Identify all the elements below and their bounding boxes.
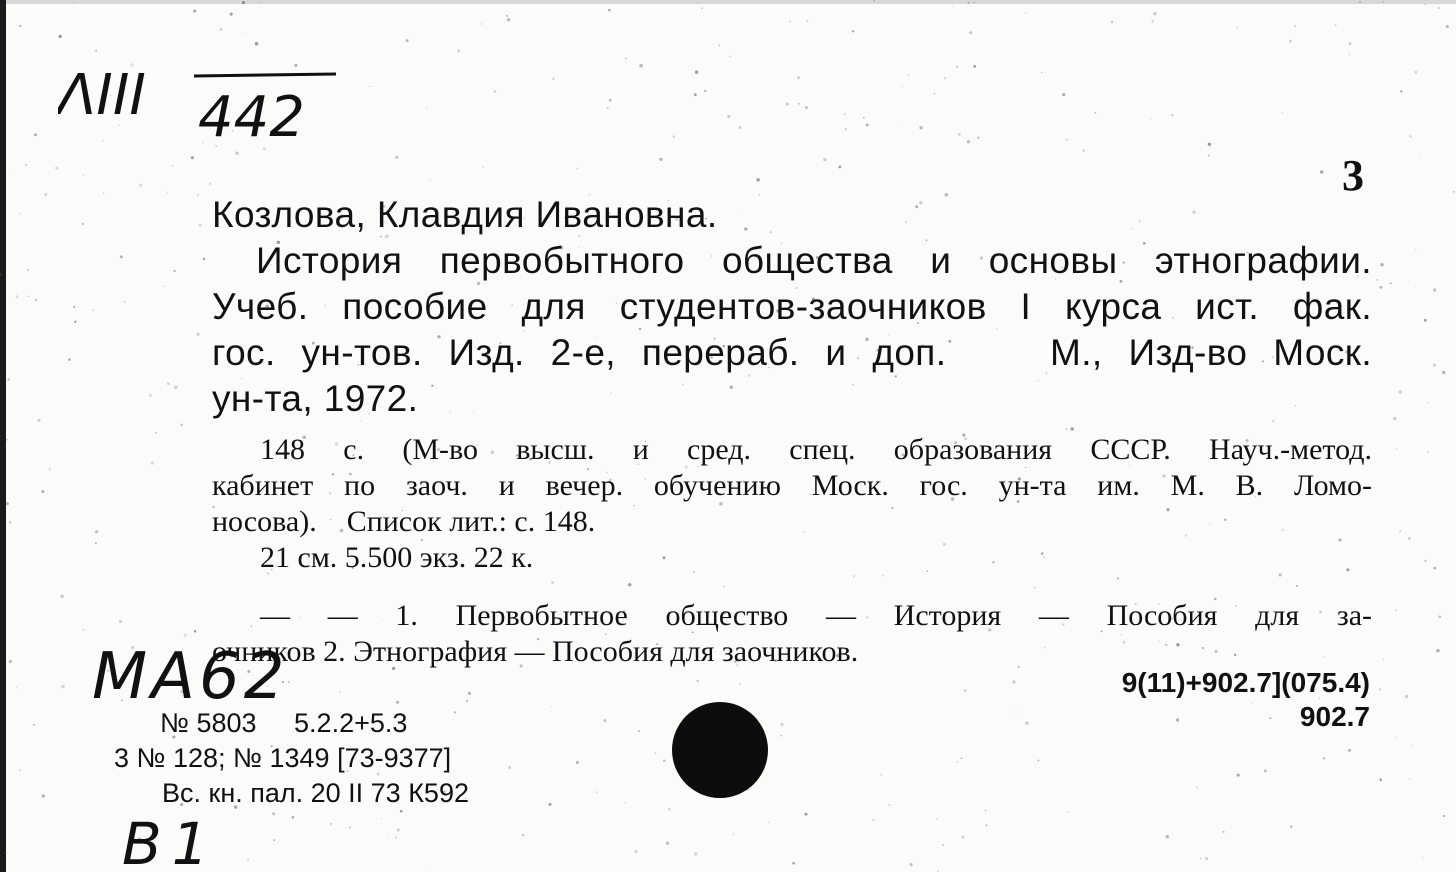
speckle-dot <box>608 9 611 12</box>
speckle-dot <box>881 774 883 776</box>
speckle-dot <box>1153 12 1156 15</box>
speckle-dot <box>1379 688 1382 691</box>
speckle-dot <box>957 761 959 763</box>
speckle-dot <box>1062 93 1065 96</box>
speckle-dot <box>167 191 168 192</box>
handwritten-shelfmark <box>92 636 352 712</box>
speckle-dot <box>1390 282 1392 284</box>
speckle-dot <box>551 706 552 707</box>
speckle-dot <box>961 758 963 760</box>
speckle-dot <box>74 321 76 323</box>
speckle-dot <box>863 117 865 119</box>
speckle-dot <box>1348 749 1351 752</box>
speckle-dot <box>873 0 874 1</box>
speckle-dot <box>1414 71 1417 74</box>
bibliographic-entry <box>212 192 1372 670</box>
speckle-dot <box>1237 27 1238 28</box>
speckle-dot <box>908 74 910 76</box>
speckle-dot <box>1037 759 1039 761</box>
speckle-dot <box>1415 286 1416 287</box>
speckle-dot <box>694 852 697 855</box>
speckle-dot <box>1172 114 1174 116</box>
speckle-dot <box>956 66 958 68</box>
speckle-dot <box>780 723 783 726</box>
speckle-dot <box>103 193 104 194</box>
speckle-dot <box>27 269 30 272</box>
speckle-dot <box>1424 319 1427 322</box>
speckle-dot <box>44 193 47 196</box>
speckle-dot <box>430 179 431 180</box>
speckle-dot <box>19 25 21 27</box>
speckle-dot <box>797 76 800 79</box>
speckle-dot <box>1205 857 1208 860</box>
speckle-dot <box>973 65 976 68</box>
speckle-dot <box>272 812 275 815</box>
speckle-dot <box>292 816 295 819</box>
registry-info <box>114 706 469 811</box>
speckle-dot <box>986 825 988 827</box>
speckle-dot <box>1379 286 1382 289</box>
speckle-dot <box>55 167 58 170</box>
speckle-dot <box>639 64 643 68</box>
speckle-dot <box>381 818 382 819</box>
speckle-dot <box>1068 812 1069 813</box>
speckle-dot <box>1438 7 1440 9</box>
speckle-dot <box>739 683 740 684</box>
speckle-dot <box>1425 4 1426 5</box>
speckle-dot <box>34 133 37 136</box>
speckle-dot <box>625 58 626 59</box>
speckle-dot <box>37 419 40 422</box>
speckle-dot <box>1434 567 1437 570</box>
speckle-dot <box>1422 857 1424 859</box>
author-heading: Козлова, Клавдия Ивановна. <box>212 194 718 235</box>
speckle-dot <box>1383 659 1384 660</box>
speckle-dot <box>844 113 846 115</box>
speckle-dot <box>0 273 2 276</box>
speckle-dot <box>1111 21 1113 23</box>
speckle-dot <box>910 863 913 866</box>
physical-description-line: 148 с. (М-во высш. и сред. спец. образования СССР. Науч.-метод. <box>260 433 1372 466</box>
speckle-dot <box>1150 118 1151 119</box>
speckle-dot <box>659 158 662 161</box>
physical-description-line: кабинет по заоч. и вечер. обучению Моск. гос. ун-та им. М. В. Ломо- <box>212 469 1372 502</box>
speckle-dot <box>349 826 351 828</box>
speckle-dot <box>866 124 869 127</box>
speckle-dot <box>845 128 847 130</box>
speckle-dot <box>695 71 698 74</box>
speckle-dot <box>1066 139 1067 140</box>
speckle-dot <box>786 103 789 106</box>
speckle-dot <box>197 333 200 336</box>
speckle-dot <box>789 21 790 22</box>
speckle-dot <box>506 15 508 17</box>
speckle-dot <box>95 530 98 533</box>
speckle-dot <box>607 107 609 109</box>
speckle-dot <box>494 90 497 93</box>
speckle-dot <box>6 502 9 505</box>
speckle-dot <box>1405 695 1408 698</box>
speckle-dot <box>901 124 902 125</box>
speckle-dot <box>482 166 483 167</box>
speckle-dot <box>1395 609 1397 611</box>
speckle-dot <box>961 836 964 839</box>
speckle-dot <box>255 42 258 45</box>
speckle-dot <box>1428 402 1429 403</box>
speckle-dot <box>806 20 808 22</box>
speckle-dot <box>68 358 71 361</box>
speckle-dot <box>83 629 84 630</box>
speckle-dot <box>852 30 854 32</box>
speckle-dot <box>576 761 579 764</box>
speckle-dot <box>42 794 45 797</box>
speckle-dot <box>1433 288 1436 291</box>
speckle-dot <box>119 620 122 623</box>
speckle-dot <box>1294 25 1296 27</box>
speckle-dot <box>609 99 612 102</box>
speckle-dot <box>174 386 177 389</box>
speckle-dot <box>727 115 730 118</box>
size-price-line: 21 см. 5.500 экз. 22 к. <box>260 541 534 574</box>
speckle-dot <box>120 255 123 258</box>
speckle-dot <box>1025 721 1029 725</box>
speckle-dot <box>1409 778 1411 780</box>
speckle-dot <box>1290 826 1292 828</box>
speckle-dot <box>174 270 176 272</box>
speckle-dot <box>15 295 18 298</box>
speckle-dot <box>16 687 18 689</box>
speckle-dot <box>1196 787 1197 788</box>
speckle-dot <box>466 700 468 702</box>
speckle-dot <box>576 168 578 170</box>
handwritten-corner-mark <box>58 52 348 152</box>
speckle-dot <box>1379 778 1382 781</box>
speckle-dot <box>197 194 199 196</box>
speckle-dot <box>1442 371 1445 374</box>
handwritten-prefix: ΛIII <box>58 63 146 128</box>
speckle-dot <box>242 1 245 4</box>
speckle-dot <box>1323 757 1325 759</box>
speckle-dot <box>666 842 669 845</box>
speckle-dot <box>507 18 511 22</box>
speckle-dot <box>203 258 206 261</box>
speckle-dot <box>733 834 734 835</box>
speckle-dot <box>1335 24 1337 26</box>
speckle-dot <box>112 768 113 769</box>
speckle-dot <box>768 822 769 823</box>
speckle-dot <box>1208 155 1210 157</box>
speckle-dot <box>260 2 261 3</box>
speckle-dot <box>369 86 370 87</box>
speckle-dot <box>1438 615 1441 618</box>
speckle-dot <box>457 49 460 52</box>
speckle-dot <box>41 490 44 493</box>
title-line: История первобытного общества и основы этнографии. <box>256 240 1372 281</box>
speckle-dot <box>33 724 35 726</box>
speckle-dot <box>663 759 666 762</box>
speckle-dot <box>0 424 1 426</box>
speckle-dot <box>1409 135 1411 137</box>
speckle-dot <box>149 394 152 397</box>
speckle-dot <box>73 306 75 308</box>
speckle-dot <box>1398 390 1402 394</box>
speckle-dot <box>1015 711 1016 712</box>
speckle-dot <box>9 660 12 663</box>
speckle-dot <box>35 299 38 302</box>
speckle-dot <box>958 133 961 136</box>
speckle-dot <box>468 692 471 695</box>
handwritten-number: 442 <box>198 85 305 150</box>
speckle-dot <box>919 126 922 129</box>
speckle-dot <box>397 829 400 832</box>
handwritten-bottom-text: B1 <box>122 810 219 872</box>
speckle-dot <box>1200 858 1201 859</box>
speckle-dot <box>194 630 197 633</box>
speckle-dot <box>199 224 202 227</box>
punched-dot <box>672 702 768 798</box>
speckle-dot <box>180 424 183 427</box>
classification-line: 902.7 <box>1299 701 1370 732</box>
speckle-dot <box>1237 774 1240 777</box>
speckle-dot <box>974 2 976 4</box>
speckle-dot <box>964 689 967 692</box>
subject-line: очников 2. Этнография — Пособия для заочников. <box>212 635 859 668</box>
speckle-dot <box>193 10 196 13</box>
speckle-dot <box>25 164 27 166</box>
speckle-dot <box>60 595 64 599</box>
speckle-dot <box>985 810 986 811</box>
speckle-dot <box>230 13 233 16</box>
speckle-dot <box>19 213 20 214</box>
speckle-dot <box>209 183 211 185</box>
speckle-dot <box>396 701 399 704</box>
classification-line: 9(11)+902.7](075.4) <box>1121 667 1370 698</box>
speckle-dot <box>1433 364 1436 367</box>
speckle-dot <box>701 7 702 8</box>
speckle-dot <box>163 285 164 286</box>
classification-codes <box>1122 666 1370 734</box>
speckle-dot <box>7 378 9 380</box>
speckle-dot <box>718 45 720 47</box>
speckle-dot <box>873 820 874 821</box>
speckle-dot <box>10 168 11 169</box>
speckle-dot <box>1446 25 1449 28</box>
speckle-dot <box>969 31 972 34</box>
speckle-dot <box>654 752 656 754</box>
speckle-dot <box>552 78 554 80</box>
speckle-dot <box>1082 149 1085 152</box>
speckle-dot <box>805 813 808 816</box>
speckle-dot <box>738 126 741 129</box>
speckle-dot <box>73 2 74 3</box>
speckle-dot <box>1424 560 1426 562</box>
speckle-dot <box>220 28 222 30</box>
speckle-dot <box>1396 737 1397 738</box>
speckle-dot <box>549 803 552 806</box>
speckle-dot <box>1443 815 1445 817</box>
speckle-dot <box>704 90 706 92</box>
speckle-dot <box>481 23 482 24</box>
speckle-dot <box>1411 745 1412 746</box>
card-number: 3 <box>1342 151 1364 200</box>
speckle-dot <box>428 870 429 871</box>
speckle-dot <box>967 2 969 4</box>
speckle-dot <box>936 818 937 819</box>
speckle-dot <box>781 735 783 737</box>
speckle-dot <box>4 852 7 855</box>
handwritten-bottom-mark <box>118 806 258 872</box>
speckle-dot <box>167 383 169 385</box>
registry-line: 3 № 128; № 1349 [73-9377] <box>114 743 452 773</box>
speckle-dot <box>1264 769 1267 772</box>
physical-description-line: носова). Список лит.: с. 148. <box>212 505 596 538</box>
title-line: ун-та, 1972. <box>212 378 419 419</box>
speckle-dot <box>1095 112 1097 114</box>
speckle-dot <box>1320 170 1323 173</box>
speckle-dot <box>330 823 332 825</box>
handwritten-shelfmark-text: MA62 <box>92 640 289 712</box>
speckle-dot <box>798 103 799 104</box>
speckle-dot <box>1222 831 1224 833</box>
speckle-dot <box>61 685 65 689</box>
speckle-dot <box>426 107 427 108</box>
speckle-dot <box>1208 143 1211 146</box>
registry-line: № 5803 5.2.2+5.3 <box>160 708 408 738</box>
speckle-dot <box>1415 248 1416 249</box>
speckle-dot <box>1380 263 1383 266</box>
speckle-dot <box>603 719 606 722</box>
speckle-dot <box>1289 40 1292 43</box>
speckle-dot <box>1427 451 1429 453</box>
speckle-dot <box>93 309 95 311</box>
speckle-dot <box>82 223 84 225</box>
speckle-dot <box>901 86 902 87</box>
speckle-dot <box>59 35 62 38</box>
speckle-dot <box>1418 154 1419 155</box>
speckle-dot <box>9 521 12 524</box>
speckle-dot <box>668 808 671 811</box>
registry-line: Вс. кн. пал. 20 II 73 К592 <box>162 778 469 808</box>
speckle-dot <box>952 6 953 7</box>
speckle-dot <box>1453 191 1455 193</box>
speckle-dot <box>1349 54 1350 55</box>
speckle-dot <box>245 32 246 33</box>
speckle-dot <box>977 137 979 139</box>
speckle-dot <box>522 834 524 836</box>
speckle-dot <box>273 839 275 841</box>
speckle-dot <box>406 39 409 42</box>
speckle-dot <box>19 769 21 771</box>
speckle-dot <box>83 174 84 175</box>
speckle-dot <box>838 165 841 168</box>
title-line: гос. ун-тов. Изд. 2-е, перераб. и доп. М., Изд-во Моск. <box>212 332 1372 373</box>
speckle-dot <box>172 165 174 167</box>
speckle-dot <box>1400 90 1402 92</box>
speckle-dot <box>1382 1 1384 3</box>
speckle-dot <box>1436 649 1439 652</box>
speckle-dot <box>1377 279 1379 281</box>
speckle-dot <box>694 93 697 96</box>
speckle-dot <box>638 730 640 732</box>
speckle-dot <box>634 850 638 854</box>
speckle-dot <box>1282 112 1283 113</box>
title-line: Учеб. пособие для студентов-заочников I курса ист. фак. <box>212 286 1372 327</box>
speckle-dot <box>1408 537 1410 539</box>
speckle-dot <box>151 461 154 464</box>
speckle-dot <box>805 106 808 109</box>
speckle-dot <box>596 791 597 792</box>
speckle-dot <box>1359 1 1361 3</box>
speckle-dot <box>792 862 795 865</box>
speckle-dot <box>395 156 398 159</box>
speckle-dot <box>1041 72 1042 73</box>
speckle-dot <box>673 135 675 137</box>
speckle-dot <box>6 439 8 441</box>
subject-line: — — 1. Первобытное общество — История — Пособия для за- <box>260 599 1372 632</box>
speckle-dot <box>139 184 142 187</box>
speckle-dot <box>1399 530 1401 532</box>
speckle-dot <box>155 432 157 434</box>
speckle-dot <box>967 140 970 143</box>
speckle-dot <box>1349 42 1352 45</box>
speckle-dot <box>1396 448 1397 449</box>
speckle-dot <box>823 158 826 161</box>
speckle-dot <box>191 156 194 159</box>
speckle-dot <box>942 844 944 846</box>
speckle-dot <box>95 542 97 544</box>
speckle-dot <box>1393 417 1396 420</box>
speckle-dot <box>697 680 699 682</box>
speckle-dot <box>395 837 397 839</box>
speckle-dot <box>1025 12 1026 13</box>
speckle-dot <box>1166 835 1169 838</box>
speckle-dot <box>934 93 935 94</box>
speckle-dot <box>625 802 626 803</box>
speckle-dot <box>508 766 511 769</box>
speckle-dot <box>730 56 731 57</box>
speckle-dot <box>889 804 890 805</box>
speckle-dot <box>1151 20 1153 22</box>
speckle-dot <box>944 77 946 79</box>
speckle-dot <box>49 468 52 471</box>
speckle-dot <box>756 178 760 182</box>
speckle-dot <box>1012 680 1015 683</box>
speckle-dot <box>124 301 125 302</box>
speckle-dot <box>28 296 29 297</box>
speckle-dot <box>388 833 389 834</box>
